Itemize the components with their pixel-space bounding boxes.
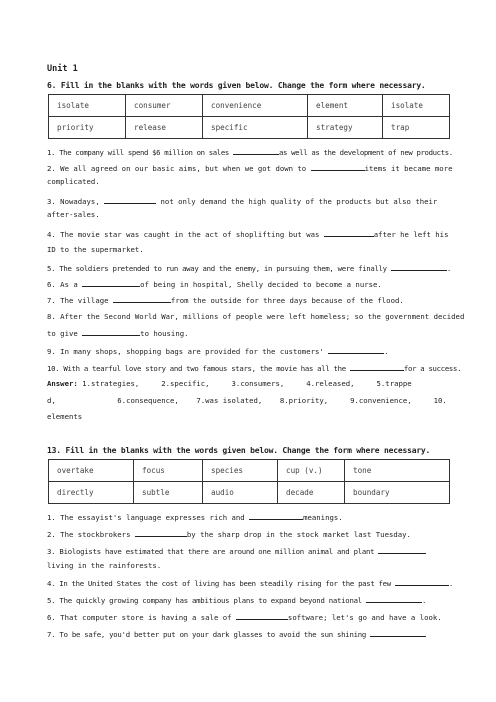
- question-6-8-cont: to give to housing.: [47, 329, 189, 338]
- answer-blank[interactable]: [82, 278, 140, 287]
- word-cell: priority: [49, 117, 126, 139]
- answer-blank[interactable]: [82, 327, 140, 336]
- word-cell: isolate: [49, 95, 126, 117]
- answer-blank[interactable]: [350, 362, 404, 371]
- word-cell: element: [308, 95, 383, 117]
- question-6-3-cont: after-sales.: [47, 210, 100, 219]
- question-13-6: 6. That computer store is having a sale of software; let's go and have a look.: [47, 613, 442, 622]
- word-cell: convenience: [203, 95, 308, 117]
- answer-blank[interactable]: [104, 195, 156, 204]
- question-13-7: 7. To be safe, you'd better put on your dark glasses to avoid the sun shining: [47, 628, 426, 640]
- word-cell: focus: [134, 460, 203, 482]
- section-6-heading: 6. Fill in the blanks with the words given below. Change the form where necessary.: [47, 81, 426, 90]
- word-cell: tone: [345, 460, 450, 482]
- answer-blank[interactable]: [233, 146, 279, 155]
- word-cell: audio: [203, 482, 278, 504]
- question-6-10: 10. With a tearful love story and two famous stars, the movie has all the for a success.: [47, 364, 462, 373]
- word-cell: strategy: [308, 117, 383, 139]
- answer-key-line-3: elements: [47, 412, 83, 421]
- word-cell: isolate: [383, 95, 450, 117]
- answer-blank[interactable]: [391, 262, 447, 271]
- word-cell: decade: [278, 482, 345, 504]
- question-6-9: 9. In many shops, shopping bags are provided for the customers' .: [47, 347, 389, 356]
- word-cell: consumer: [126, 95, 203, 117]
- word-cell: boundary: [345, 482, 450, 504]
- question-13-1: 1. The essayist's language expresses rich and meanings.: [47, 513, 343, 522]
- answer-blank[interactable]: [395, 577, 449, 586]
- word-cell: overtake: [49, 460, 134, 482]
- answer-blank[interactable]: [366, 594, 422, 603]
- answer-blank[interactable]: [328, 345, 384, 354]
- answer-key-line-2: d, 6.consequence, 7.was isolated, 8.priority, 9.convenience, 10.: [47, 396, 447, 405]
- answer-blank[interactable]: [135, 528, 187, 537]
- answer-blank[interactable]: [324, 228, 374, 237]
- question-6-5: 5. The soldiers pretended to run away and the enemy, in pursuing them, were finally .: [47, 264, 451, 273]
- answer-blank[interactable]: [378, 545, 426, 554]
- answer-blank[interactable]: [370, 628, 426, 637]
- question-6-6: 6. As a of being in hospital, Shelly decided to become a nurse.: [47, 280, 382, 289]
- word-cell: cup (v.): [278, 460, 345, 482]
- word-cell: release: [126, 117, 203, 139]
- question-6-1: 1. The company will spend $6 million on sales as well as the development of new products.: [47, 148, 453, 157]
- answer-key-line-1: Answer: 1.strategies, 2.specific, 3.consumers, 4.released, 5.trappe: [47, 379, 412, 388]
- word-row: [49, 95, 450, 117]
- section-13-word-table: [48, 459, 450, 504]
- question-6-8: 8. After the Second World War, millions of people were left homeless; so the government decided: [47, 312, 465, 321]
- word-cell: specific: [203, 117, 308, 139]
- question-6-4: 4. The movie star was caught in the act of shoplifting but was after he left his: [47, 230, 449, 239]
- word-row: [49, 460, 450, 482]
- word-row: [49, 482, 450, 504]
- word-cell: trap: [383, 117, 450, 139]
- answer-blank[interactable]: [311, 162, 365, 171]
- question-13-3: 3. Biologists have estimated that there are around one million animal and plant: [47, 545, 426, 557]
- question-6-4-cont: ID to the supermarket.: [47, 245, 144, 254]
- question-6-7: 7. The village from the outside for three days because of the flood.: [47, 296, 404, 305]
- answer-blank[interactable]: [236, 611, 288, 620]
- question-6-2-cont: complicated.: [47, 177, 100, 186]
- word-row: [49, 117, 450, 139]
- question-13-5: 5. The quickly growing company has ambitious plans to expand beyond national .: [47, 596, 427, 605]
- question-6-2: 2. We all agreed on our basic aims, but when we got down to items it became more: [47, 164, 453, 173]
- question-6-3: 3. Nowadays, not only demand the high quality of the products but also their: [47, 197, 438, 206]
- answer-blank[interactable]: [113, 294, 171, 303]
- word-cell: subtle: [134, 482, 203, 504]
- section-6-word-table: [48, 94, 450, 139]
- unit-title: Unit 1: [47, 64, 78, 74]
- answer-label: Answer:: [47, 379, 78, 388]
- word-cell: species: [203, 460, 278, 482]
- answer-blank[interactable]: [249, 511, 303, 520]
- section-13-heading: 13. Fill in the blanks with the words given below. Change the form where necessary.: [47, 446, 431, 455]
- question-13-2: 2. The stockbrokers by the sharp drop in the stock market last Tuesday.: [47, 530, 411, 539]
- word-cell: directly: [49, 482, 134, 504]
- question-13-4: 4. In the United States the cost of living has been steadily rising for the past few .: [47, 579, 454, 588]
- question-13-3-cont: living in the rainforests.: [47, 561, 162, 570]
